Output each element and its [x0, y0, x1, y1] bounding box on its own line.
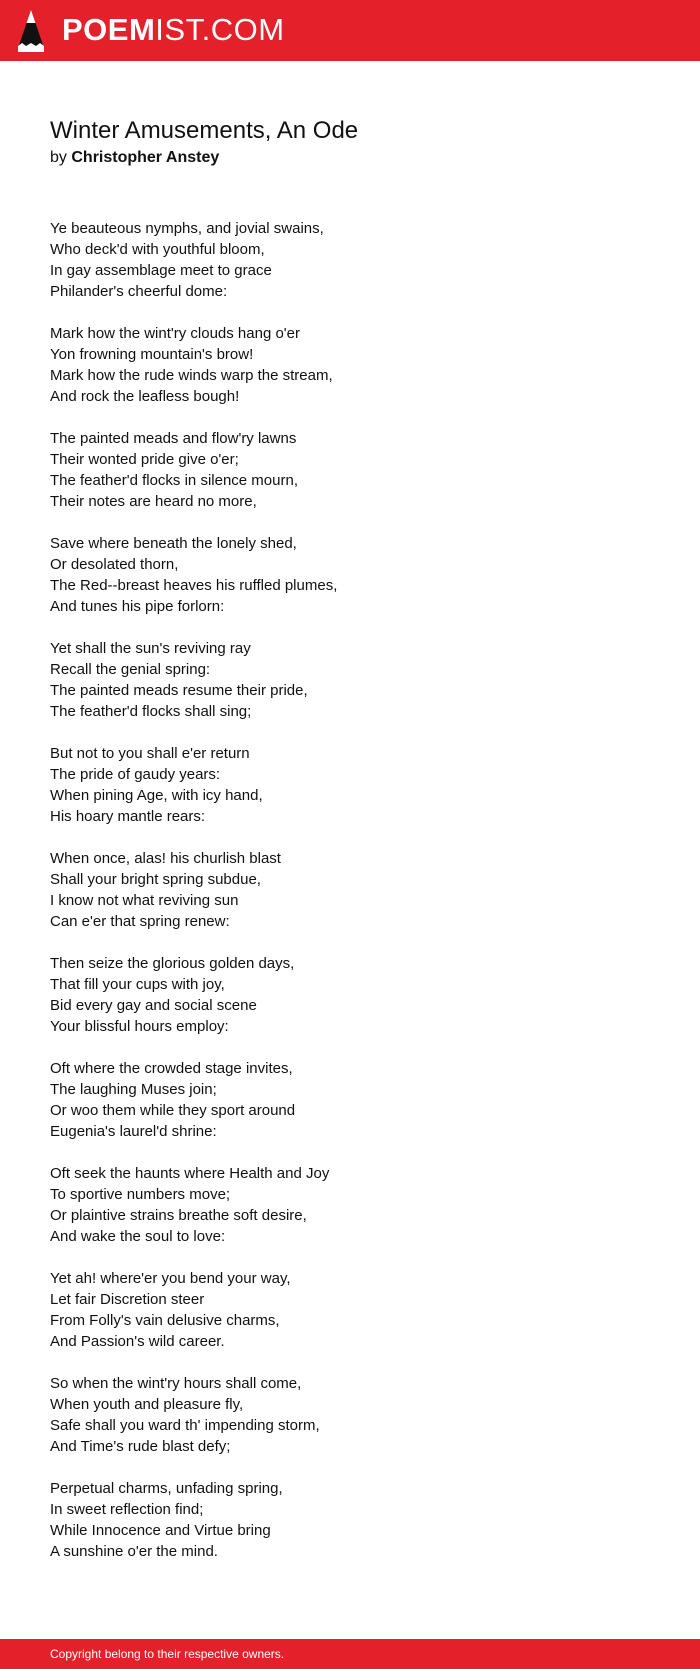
poem-line: Yet ah! where'er you bend your way, — [50, 1270, 291, 1287]
poem-line: Oft seek the haunts where Health and Joy — [50, 1165, 330, 1182]
poem-line: Yet shall the sun's reviving ray — [50, 640, 251, 657]
poem-line: Or woo them while they sport around — [50, 1102, 296, 1119]
poem-stanza — [50, 533, 650, 617]
poem-author: Christopher Anstey — [71, 149, 220, 166]
poem-stanza — [50, 743, 650, 827]
poem-line: Mark how the rude winds warp the stream, — [50, 367, 333, 384]
poem-line: The painted meads resume their pride, — [50, 682, 308, 699]
poem-line: A sunshine o'er the mind. — [50, 1543, 218, 1560]
copyright-text: Copyright belong to their respective owners. — [50, 1647, 285, 1661]
logo-bold-text: POEM — [62, 12, 156, 47]
poem-line: Ye beauteous nymphs, and jovial swains, — [50, 220, 324, 237]
poem-line: That fill your cups with joy, — [50, 976, 225, 993]
poem-line: Then seize the glorious golden days, — [50, 955, 295, 972]
poem-line: Eugenia's laurel'd shrine: — [50, 1123, 217, 1140]
poem-stanza — [50, 218, 650, 302]
poem-line: Philander's cheerful dome: — [50, 283, 228, 300]
poem-line: When once, alas! his churlish blast — [50, 850, 281, 867]
poem-line: Shall your bright spring subdue, — [50, 871, 261, 888]
poem-line: His hoary mantle rears: — [50, 808, 206, 825]
poem-line: When youth and pleasure fly, — [50, 1396, 244, 1413]
site-footer — [0, 1639, 700, 1669]
site-logo[interactable] — [62, 11, 285, 49]
poem-line: And Passion's wild career. — [50, 1333, 225, 1350]
poem-line: In gay assemblage meet to grace — [50, 262, 272, 279]
poem-line: Recall the genial spring: — [50, 661, 211, 678]
poem-line: Their wonted pride give o'er; — [50, 451, 239, 468]
poem-line: Or desolated thorn, — [50, 556, 179, 573]
poem-line: And tunes his pipe forlorn: — [50, 598, 225, 615]
poem-stanza — [50, 638, 650, 722]
poem-stanza — [50, 323, 650, 407]
poem-line: In sweet reflection find; — [50, 1501, 204, 1518]
poem-line: Bid every gay and social scene — [50, 997, 257, 1014]
poem-line: And rock the leafless bough! — [50, 388, 240, 405]
byline-label: by — [50, 149, 67, 166]
poem-line: Or plaintive strains breathe soft desire, — [50, 1207, 307, 1224]
poem-line: From Folly's vain delusive charms, — [50, 1312, 280, 1329]
poem-line: While Innocence and Virtue bring — [50, 1522, 271, 1539]
poem-line: Who deck'd with youthful bloom, — [50, 241, 265, 258]
poem-stanza — [50, 1268, 650, 1352]
poem-line: Oft where the crowded stage invites, — [50, 1060, 293, 1077]
poem-byline — [50, 147, 219, 169]
poem-line: Yon frowning mountain's brow! — [50, 346, 254, 363]
poem-line: And wake the soul to love: — [50, 1228, 226, 1245]
poem-line: The pride of gaudy years: — [50, 766, 221, 783]
poem-stanza — [50, 1478, 650, 1562]
poem-line: So when the wint'ry hours shall come, — [50, 1375, 302, 1392]
poem-line: Can e'er that spring renew: — [50, 913, 230, 930]
poem-line: And Time's rude blast defy; — [50, 1438, 231, 1455]
site-header — [0, 0, 700, 61]
poem-line: The Red--breast heaves his ruffled plumes, — [50, 577, 338, 594]
poem-line: Safe shall you ward th' impending storm, — [50, 1417, 320, 1434]
poem-line: The feather'd flocks in silence mourn, — [50, 472, 298, 489]
poem-line: Your blissful hours employ: — [50, 1018, 229, 1035]
poem-line: The feather'd flocks shall sing; — [50, 703, 252, 720]
poem-line: When pining Age, with icy hand, — [50, 787, 263, 804]
poem-stanza — [50, 1163, 650, 1247]
poem-line: Save where beneath the lonely shed, — [50, 535, 297, 552]
poem-line: Mark how the wint'ry clouds hang o'er — [50, 325, 301, 342]
poem-body — [50, 218, 650, 1583]
poem-line: The painted meads and flow'ry lawns — [50, 430, 297, 447]
poem-line: The laughing Muses join; — [50, 1081, 217, 1098]
pencil-tip-icon[interactable] — [18, 10, 44, 52]
logo-light-text: IST.COM — [155, 12, 285, 47]
poem-line: I know not what reviving sun — [50, 892, 239, 909]
poem-stanza — [50, 848, 650, 932]
poem-line: Let fair Discretion steer — [50, 1291, 205, 1308]
poem-line: To sportive numbers move; — [50, 1186, 231, 1203]
poem-line: Perpetual charms, unfading spring, — [50, 1480, 283, 1497]
poem-stanza — [50, 1373, 650, 1457]
poem-line: But not to you shall e'er return — [50, 745, 250, 762]
poem-stanza — [50, 1058, 650, 1142]
poem-stanza — [50, 953, 650, 1037]
poem-line: Their notes are heard no more, — [50, 493, 257, 510]
poem-stanza — [50, 428, 650, 512]
poem-title: Winter Amusements, An Ode — [50, 117, 359, 144]
